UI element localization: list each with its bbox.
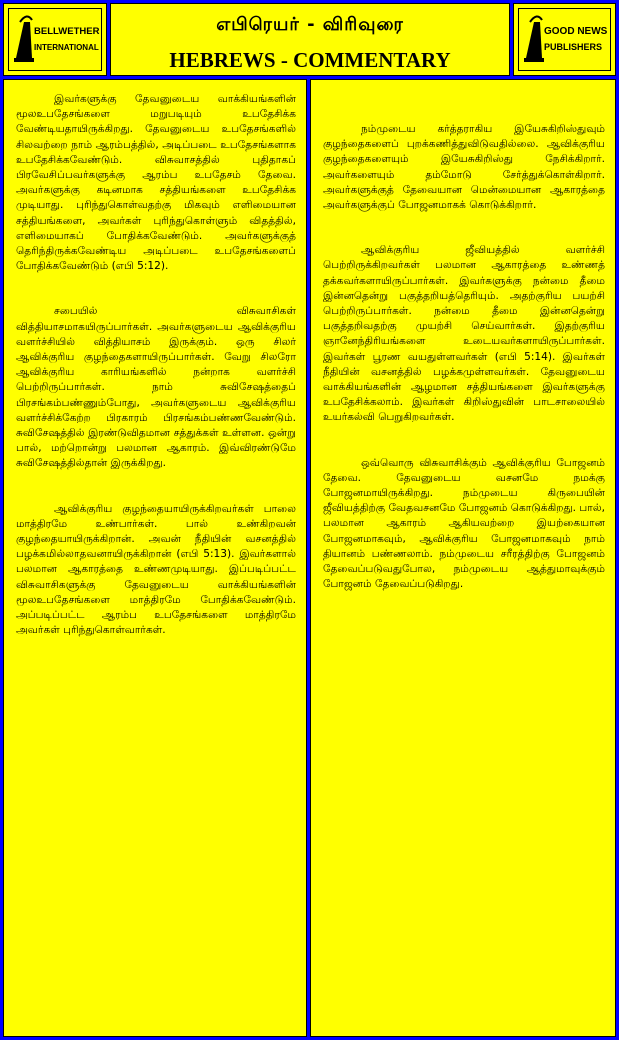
goodnews-logo xyxy=(518,8,611,71)
title-tamil: எபிரெயர் - விரிவுரை xyxy=(216,14,404,35)
right-column-text xyxy=(323,122,605,622)
lamp-icon xyxy=(10,10,100,70)
logo-right-line2: PUBLISHERS xyxy=(543,41,602,52)
right-paragraph-3: ஒவ்வொரு விசுவாசிக்கும் ஆவிக்குரிய போஜனம் தேவை. தேவனுடைய வசனமே நமக்கு போஜனமாயிருக்கிறது. நம்முடைய கிருபையின் ஜீவியத்திற்கு வேதவசனமே போஜனம் கொடுக்கிறது. பால், பலமான ஆகாரம் ஆகியவற்றை இயற்கையான போஜனமாகவும், ஆவிக்குரிய போஜனமாகவும் நாம் தியானம் பண்ணலாம். நம்முடைய சரீரத்திற்கு போஜனம் தேவைப்படுவதுபோல, நம்முடைய ஆத்துமாவுக்கும் போஜனம் தேவைப்படுகிறது. xyxy=(323,456,605,591)
bellwether-logo xyxy=(8,8,102,71)
title-english: HEBREWS - COMMENTARY xyxy=(169,48,451,72)
right-paragraph-1: நம்முடைய கர்த்தராகிய இயேசுகிறிஸ்துவும் குழந்தைகளைப் புறக்கணித்துவிடுவதில்லை. ஆவிக்குரிய குழந்தைகளையும் இயேசுகிறிஸ்து நேசிக்கிறார். அவர்களையும் தம்மோடு சேர்த்துக்கொள்கிறார். அவர்களுக்குத் தேவையான மென்மையான ஆகாரத்தை அவர்களுக்குப் போஜனமாகக் கொடுக்கிறார். xyxy=(323,123,605,212)
bellwether-logo-box xyxy=(3,3,107,76)
right-paragraph-2: ஆவிக்குரிய ஜீவியத்தில் வளர்ச்சி பெற்றிருக்கிறவர்கள் பலமான ஆகாரத்தை உண்ணத் தக்கவர்களாயிருப்பார்கள். இவர்களுக்கு நன்மை தீமை இன்னதென்று பகுத்தறியத்தெரியும். அதற்குரிய பயற்சி பெற்றிருப்பார்கள். நன்மை தீமை இன்னதென்று பகுத்தறிவதற்கு முயற்சி செய்வார்கள். இதற்குரிய ஞானேந்திரியங்களை உடையவர்களாயிருப்பார்கள். இவர்கள் பூரண வயதுள்ளவர்கள் (எபி 5:14). இவர்கள் நீதியின் வசனத்தில் பழக்கமுள்ளவர்கள். தேவனுடைய வாக்கியங்களின் ஆழமான சத்தியங்களை இவர்களுக்கு உபதேசிக்கலாம். இவர்கள் கிறிஸ்துவின் பாடசாலையில் உயர்கல்வி பெறுகிறவர்கள். xyxy=(323,244,605,424)
right-column xyxy=(310,79,616,1037)
left-column-text xyxy=(16,92,296,669)
logo-right-line1: GOOD NEWS xyxy=(543,25,607,37)
logo-left-line1: BELLWETHER xyxy=(34,25,100,37)
title-box xyxy=(110,3,510,76)
left-paragraph-1: இவர்களுக்கு தேவனுடைய வாக்கியங்களின் மூலஉபதேசங்களை மறுபடியும் உபதேசிக்க வேண்டியதாயிருக்கிறது. தேவனுடைய உபதேசங்களில் சிலவற்றை நாம் ஆரம்பத்தில், அடிப்படை உபதேசங்களாக உபதேசிக்கவேண்டும். விசுவாசத்தில் புதிதாகப் பிரவேசிப்பவர்களுக்கு ஆரம்ப உபதேசம் தேவை. அவர்களுக்கு கடினமாக சத்தியங்களை உபதேசிக்க முடியாது. புரிந்துகொள்வதற்கு மிகவும் எளிமையான சத்தியங்களை, அவர்கள் புரிந்துகொள்ளும் விதத்தில், எளிமையாகப் போதிக்கவேண்டும். அவர்களுக்குத் தெரிந்திருக்கவேண்டிய அடிப்படை உபதேசங்களைப் போதிக்கவேண்டும் (எபி 5:12). xyxy=(16,93,296,273)
logo-left-line2: INTERNATIONAL xyxy=(34,42,99,52)
left-column xyxy=(3,79,307,1037)
left-paragraph-2: சபையில் விசுவாசிகள் வித்தியாசமாகயிருப்பார்கள். அவர்களுடைய ஆவிக்குரிய வளர்ச்சியில் வித்தியாசம் இருக்கும். ஒரு சிலர் ஆவிக்குரிய குழந்தைகளாயிருப்பார்கள். வேறு சிலரோ ஆவிக்குரிய காரியங்களில் நன்றாக வளர்ச்சி பெற்றிருப்பார்கள். நாம் சுவிசேஷத்தைப் பிரசங்கம்பண்ணும்போது, அவர்களுடைய ஆவிக்குரிய வளர்ச்சிக்கேற்ற பிரகாரம் பிரசங்கம்பண்ணவேண்டும். சுவிசேஷத்தில் இரண்டுவிதமான சத்துக்கள் உள்ளன. ஒன்று பால், மற்றொன்று பலமான ஆகாரம். இவ்விரண்டுமே சுவிசேஷத்தில்தான் இருக்கிறது. xyxy=(16,305,296,470)
goodnews-logo-box xyxy=(513,3,616,76)
lamp-icon xyxy=(520,10,610,70)
left-paragraph-3: ஆவிக்குரிய குழந்தையாயிருக்கிறவர்கள் பாலை மாத்திரமே உண்பார்கள். பால் உண்கிறவன் குழந்தையாயிருக்கிறான். அவன் நீதியின் வசனத்தில் பழக்கமில்லாதவனாயிருக்கிறான் (எபி 5:13). இவர்களால் பலமான ஆகாரத்தை உண்ணமுடியாது. இப்படிப்பட்ட விசுவாசிகளுக்கு தேவனுடைய வாக்கியங்களின் மூலஉபதேசங்களை மாத்திரமே போதிக்கவேண்டும். அப்படிப்பட்ட ஆரம்ப உபதேசங்களை மாத்திரமே அவர்கள் புரிந்துகொள்வார்கள். xyxy=(16,502,296,637)
